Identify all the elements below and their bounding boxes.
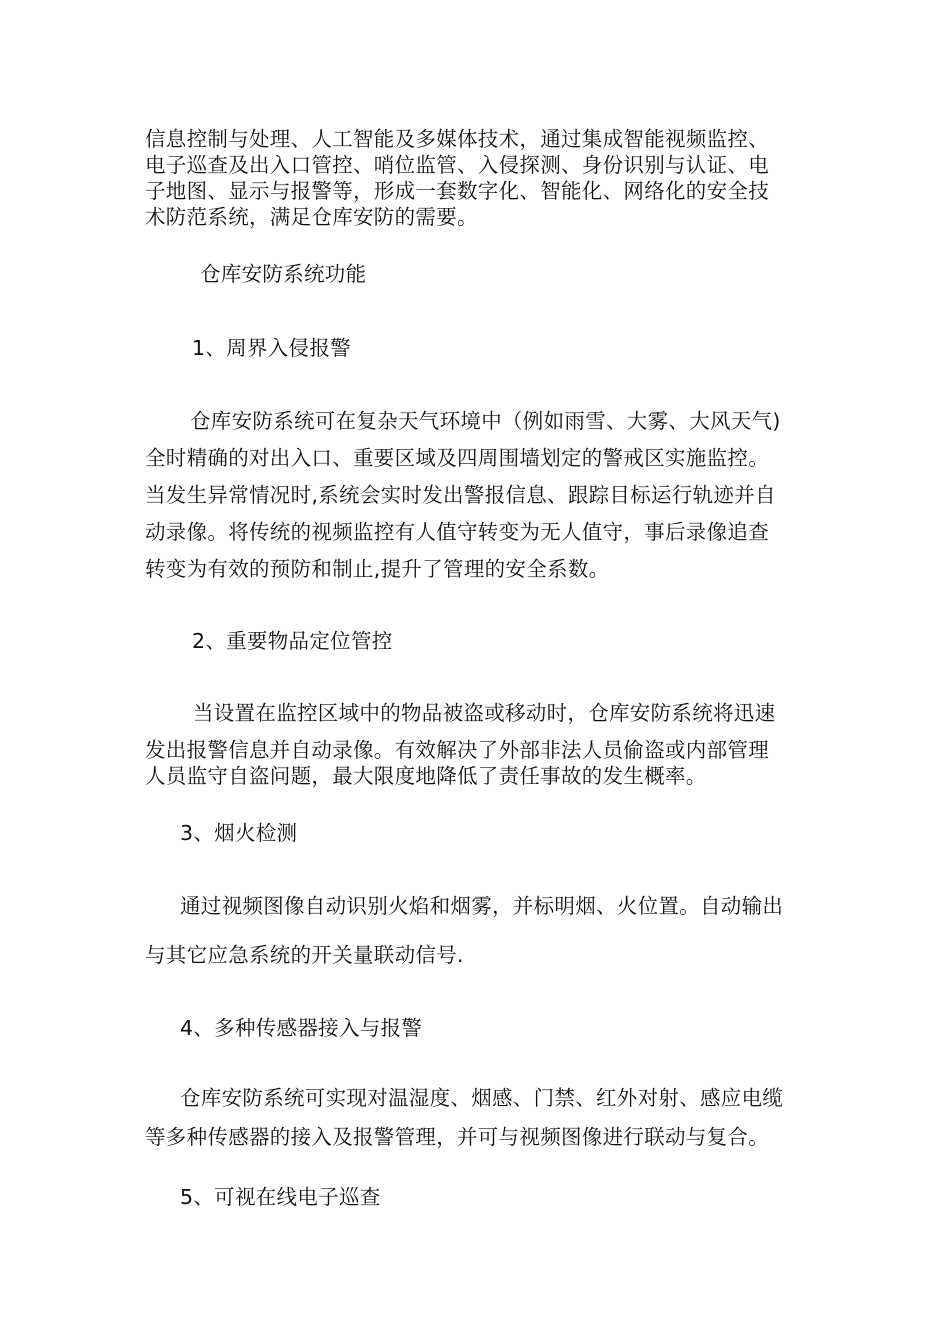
paragraph-line: 发出报警信息并自动录像。有效解决了外部非法人员偷盗或内部管理: [145, 738, 769, 762]
paragraph-line: 当设置在监控区域中的物品被盗或移动时，仓库安防系统将迅速: [193, 701, 776, 725]
intro-line: 信息控制与处理、人工智能及多媒体技术，通过集成智能视频监控、: [145, 127, 769, 151]
paragraph-line: 仓库安防系统可在复杂天气环境中（例如雨雪、大雾、大风天气): [190, 409, 781, 433]
paragraph-line: 当发生异常情况时,系统会实时发出警报信息、跟踪目标运行轨迹并自: [145, 483, 776, 507]
paragraph-line: 与其它应急系统的开关量联动信号.: [145, 943, 464, 967]
paragraph-line: 仓库安防系统可实现对温湿度、烟感、门禁、红外对射、感应电缆: [180, 1086, 784, 1110]
intro-line: 电子巡查及出入口管控、哨位监管、入侵探测、身份识别与认证、电: [145, 153, 769, 177]
paragraph-line: 等多种传感器的接入及报警管理，并可与视频图像进行联动与复合。: [145, 1125, 769, 1149]
section-heading: 1、周界入侵报警: [192, 336, 351, 360]
section-title: 仓库安防系统功能: [200, 262, 367, 286]
section-heading: 4、多种传感器接入与报警: [180, 1016, 423, 1040]
paragraph-line: 转变为有效的预防和制止,提升了管理的安全系数。: [145, 557, 610, 581]
intro-line: 子地图、显示与报警等，形成一套数字化、智能化、网络化的安全技: [145, 179, 769, 203]
section-heading: 2、重要物品定位管控: [192, 629, 393, 653]
section-heading: 3、烟火检测: [180, 821, 298, 845]
intro-line: 术防范系统，满足仓库安防的需要。: [145, 205, 478, 229]
section-heading: 5、可视在线电子巡查: [180, 1185, 381, 1209]
paragraph-line: 通过视频图像自动识别火焰和烟雾，并标明烟、火位置。自动输出: [180, 894, 784, 918]
paragraph-line: 全时精确的对出入口、重要区域及四周围墙划定的警戒区实施监控。: [145, 446, 769, 470]
paragraph-line: 人员监守自盗问题，最大限度地降低了责任事故的发生概率。: [145, 764, 707, 788]
paragraph-line: 动录像。将传统的视频监控有人值守转变为无人值守，事后录像追查: [145, 520, 769, 544]
